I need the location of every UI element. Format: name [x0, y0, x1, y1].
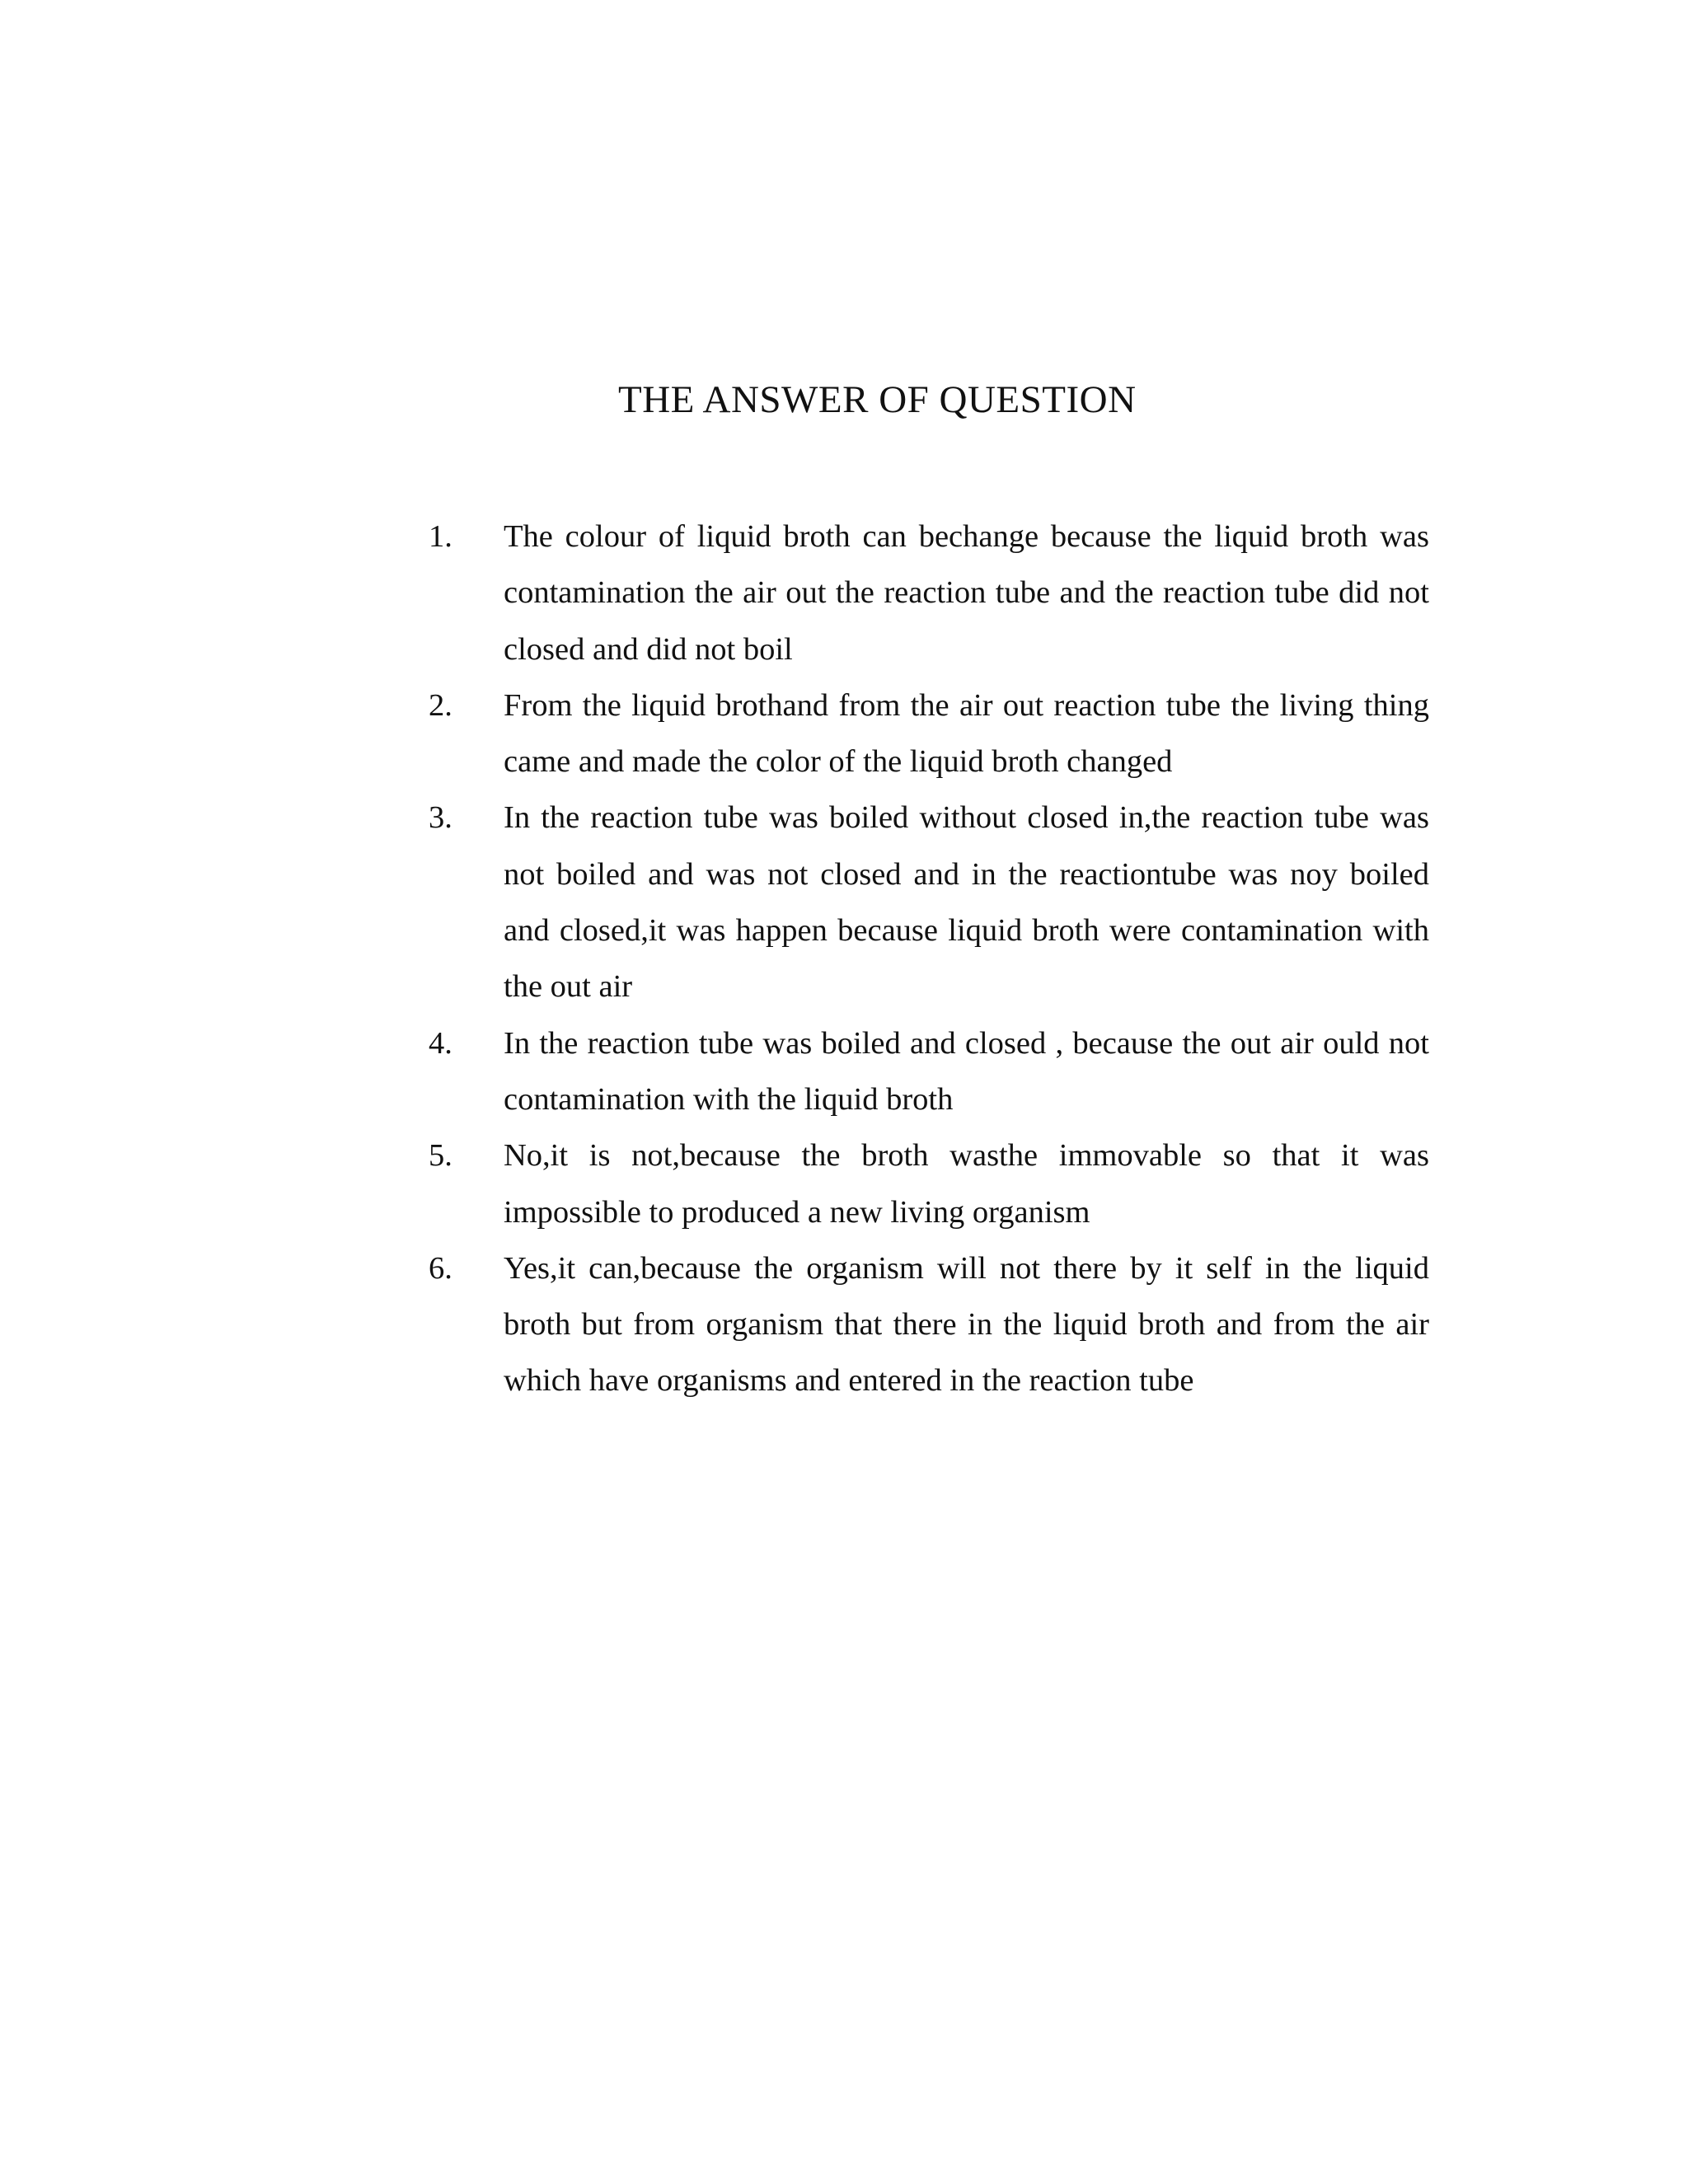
answer-item-4 [429, 1015, 1429, 1128]
answer-item-6 [429, 1240, 1429, 1409]
answer-item-3 [429, 790, 1429, 1015]
answer-text: In the reaction tube was boiled and closed , because the out air ould not contamination with the liquid broth [504, 1025, 1429, 1117]
answer-text: In the reaction tube was boiled without closed in,the reaction tube was not boiled and was not closed and in the reactiontube was noy boiled and closed,it was happen because liquid broth were contamination with the out air [504, 800, 1429, 1005]
answer-text: No,it is not,because the broth wasthe immovable so that it was impossible to produced a new living organism [504, 1138, 1429, 1230]
answer-number: 4. [429, 1025, 452, 1061]
answer-item-5 [429, 1127, 1429, 1240]
answer-number: 2. [429, 687, 452, 723]
answer-text: The colour of liquid broth can bechange because the liquid broth was contamination the air out the reaction tube and the reaction tube did not closed and did not boil [504, 519, 1429, 667]
answer-number: 6. [429, 1250, 452, 1286]
answer-item-2 [429, 677, 1429, 790]
document-title: THE ANSWER OF QUESTION [618, 378, 1137, 421]
answer-number: 1. [429, 519, 452, 554]
answer-number: 3. [429, 800, 452, 836]
answer-text: Yes,it can,because the organism will not there by it self in the liquid broth but from organism that there in the liquid broth and from the air which have organisms and entered in the reaction tube [504, 1250, 1429, 1399]
answer-number: 5. [429, 1138, 452, 1174]
answer-list [429, 509, 1429, 1409]
answer-text: From the liquid brothand from the air out reaction tube the living thing came and made the color of the liquid broth changed [504, 687, 1429, 780]
answer-item-1 [429, 509, 1429, 677]
